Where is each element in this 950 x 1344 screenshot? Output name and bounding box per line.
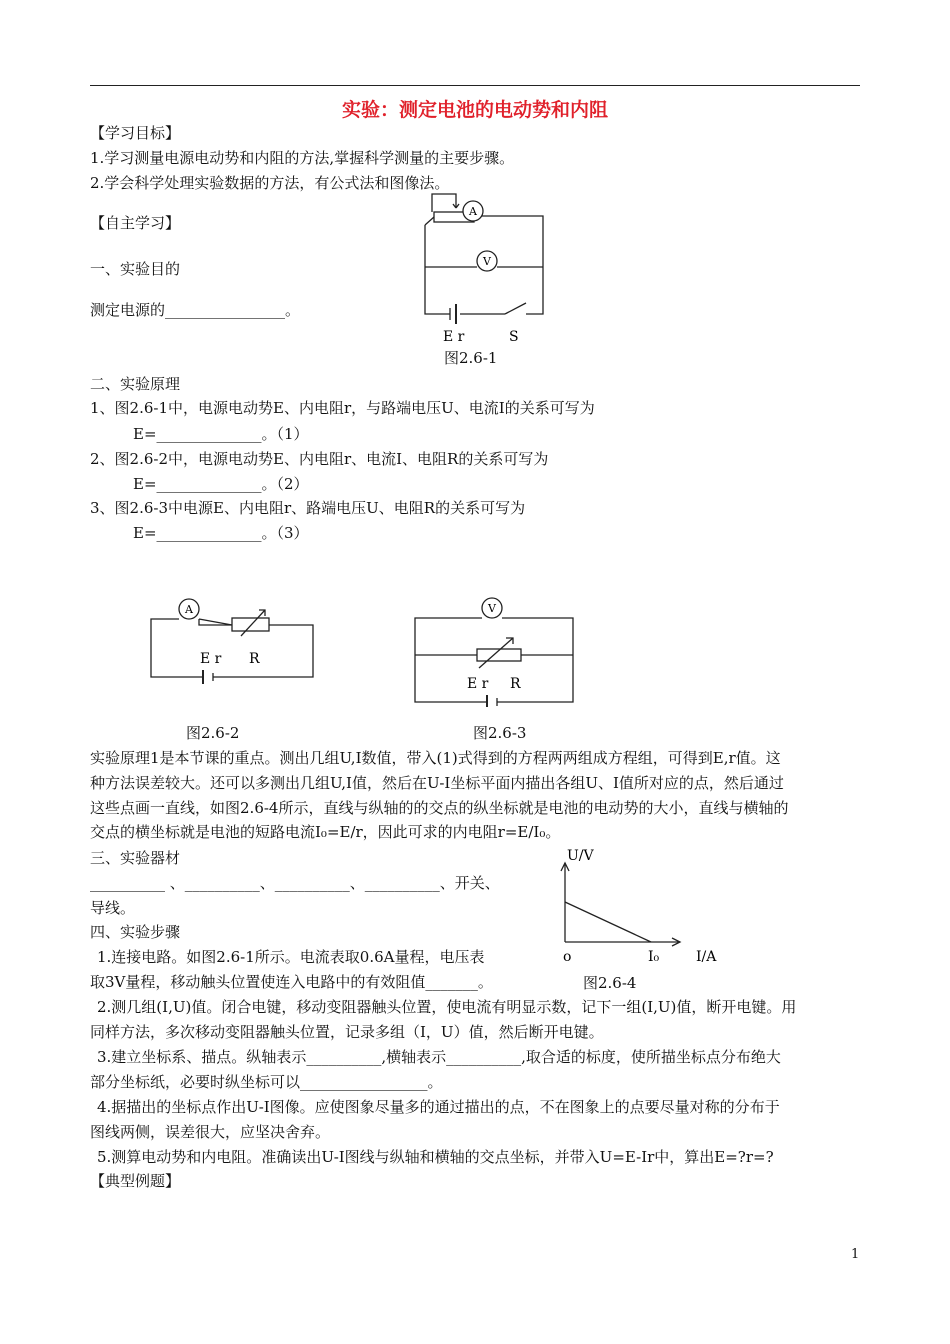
objectives-header: 【学习目标】 [90, 124, 181, 142]
objective-2: 2.学会科学处理实验数据的方法，有公式法和图像法。 [90, 174, 450, 192]
figure-2-6-2-circuit [145, 590, 325, 695]
fig1-voltmeter-label: V [483, 255, 491, 268]
fig4-caption: 图2.6-4 [583, 974, 637, 992]
page-number: 1 [851, 1247, 860, 1262]
fig1-caption: 图2.6-1 [444, 349, 498, 367]
explanation-line-3: 这些点画一直线，如图2.6-4所示，直线与纵轴的的交点的纵坐标就是电池的电动势的大小，直线与横轴的 [90, 799, 789, 817]
equipment-wire: 导线。 [90, 899, 136, 917]
explanation-line-2: 种方法误差较大。还可以多测出几组U,I值，然后在U-I坐标平面内描出各组U、I值所对应的点，然后通过 [90, 774, 784, 792]
equipment-header: 三、实验器材 [90, 849, 181, 867]
step-1b: 取3V量程，移动触头位置使连入电路中的有效阻值_______。 [90, 973, 493, 991]
fig3-r-label: R [510, 676, 521, 692]
principle-2-eq: E=______________。（2） [133, 475, 309, 493]
step-2a: 2.测几组(I,U)值。闭合电键，移动变阻器触头位置，使电流有明显示数，记下一组(I,U)值，断开电键。用 [97, 998, 797, 1016]
objective-1: 1.学习测量电源电动势和内阻的方法,掌握科学测量的主要步骤。 [90, 149, 515, 167]
step-4a: 4.据描出的坐标点作出U-I图像。应使图象尽量多的通过描出的点，不在图象上的点要尽量对称的分布于 [97, 1098, 780, 1116]
step-1a: 1.连接电路。如图2.6-1所示。电流表取0.6A量程，电压表 [97, 948, 485, 966]
principle-3: 3、图2.6-3中电源E、内电阻r、路端电压U、电阻R的关系可写为 [90, 499, 526, 517]
header-rule [90, 85, 860, 86]
fig2-er-label: E r [200, 651, 222, 667]
explanation-line-1: 实验原理1是本节课的重点。测出几组U,I数值，带入(1)式得到的方程两两组成方程组，可得到E,r值。这 [90, 749, 781, 767]
page-title: 实验：测定电池的电动势和内阻 [341, 99, 608, 121]
examples-header: 【典型例题】 [90, 1172, 181, 1190]
principle-1-eq: E=______________。（1） [133, 425, 309, 443]
figure-2-6-3-circuit [405, 592, 580, 707]
principle-1: 1、图2.6-1中，电源电动势E、内电阻r，与路端电压U、电流I的关系可写为 [90, 399, 595, 417]
figure-2-6-1-circuit [410, 185, 560, 345]
principle-2: 2、图2.6-2中，电源电动势E、内电阻r、电流I、电阻R的关系可写为 [90, 450, 549, 468]
principle-header: 二、实验原理 [90, 375, 181, 393]
figure-2-6-4-ui-graph [555, 845, 735, 970]
step-3a: 3.建立坐标系、描点。纵轴表示__________,横轴表示__________,取合适的标度，使所描坐标点分布绝大 [97, 1048, 781, 1066]
equipment-blanks: __________ 、__________、__________、__________、开关、 [90, 874, 500, 892]
fig4-origin-label: o [563, 949, 572, 965]
step-5: 5.测算电动势和内电阻。准确读出U-I图线与纵轴和横轴的交点坐标，并带入U=E-Ir中，算出E=?r=? [97, 1148, 774, 1166]
fig2-r-label: R [249, 651, 260, 667]
ui-line [565, 902, 651, 942]
fig3-caption: 图2.6-3 [473, 724, 527, 742]
steps-header: 四、实验步骤 [90, 923, 181, 941]
principle-3-eq: E=______________。（3） [133, 524, 309, 542]
fig2-ammeter-label: A [185, 603, 193, 616]
fig1-switch-label: S [509, 329, 519, 345]
purpose-text: 测定电源的________________。 [90, 301, 301, 319]
fig2-caption: 图2.6-2 [186, 724, 240, 742]
fig4-x-axis-label: I/A [696, 949, 717, 965]
step-2b: 同样方法，多次移动变阻器触头位置，记录多组（I，U）值，然后断开电键。 [90, 1023, 604, 1041]
step-4b: 图线两侧，误差很大，应坚决舍弃。 [90, 1123, 331, 1141]
fig4-y-axis-label: U/V [567, 848, 594, 864]
step-3b: 部分坐标纸，必要时纵坐标可以_________________。 [90, 1073, 443, 1091]
purpose-header: 一、实验目的 [90, 260, 181, 278]
self-study-header: 【自主学习】 [90, 214, 181, 232]
fig3-er-label: E r [467, 676, 489, 692]
fig4-i0-label: I₀ [648, 949, 660, 965]
fig1-ammeter-label: A [469, 205, 477, 218]
fig1-er-label: E r [443, 329, 465, 345]
fig3-voltmeter-label: V [488, 602, 496, 615]
explanation-line-4: 交点的横坐标就是电池的短路电流I₀=E/r，因此可求的内电阻r=E/I₀。 [90, 823, 561, 841]
